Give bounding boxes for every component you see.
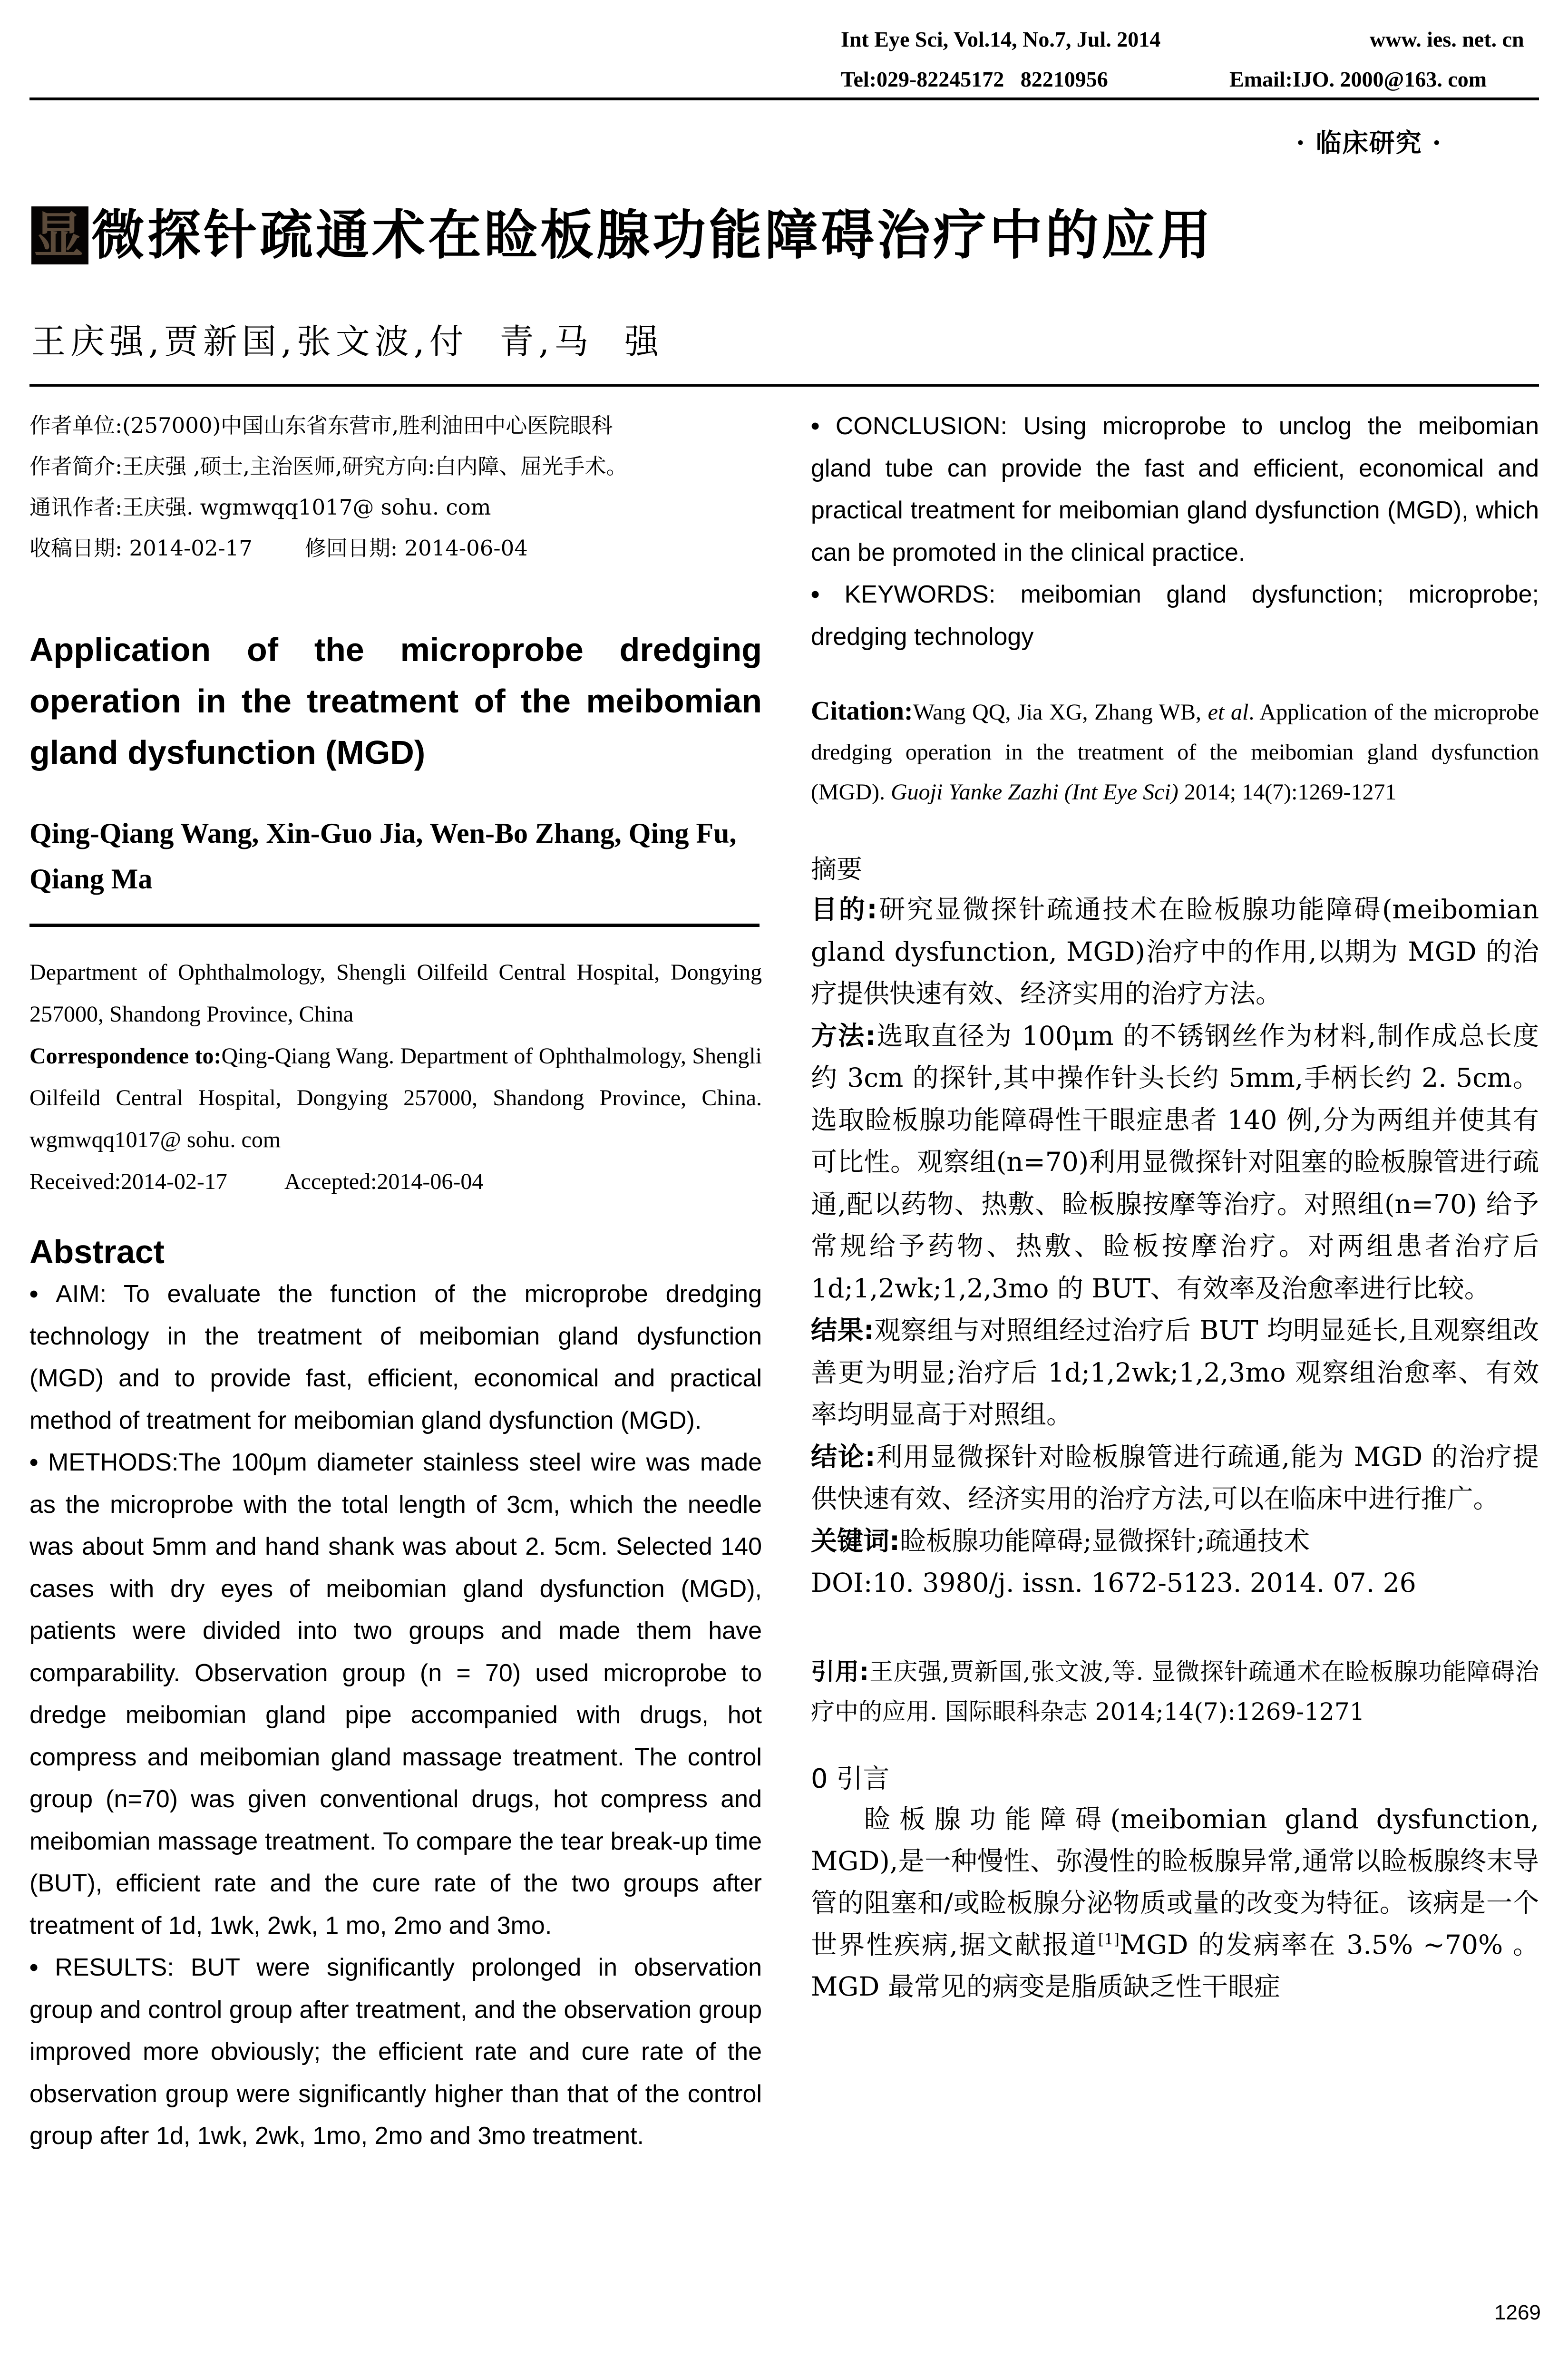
keywords-label: KEYWORDS:	[844, 581, 996, 608]
cn-abstract	[811, 888, 1539, 1604]
authors-rule	[29, 924, 760, 927]
methods-label: METHODS:	[48, 1449, 179, 1476]
author-bio: 作者简介:王庆强 ,硕士,主治医师,研究方向:白内障、屈光手术。	[29, 454, 628, 479]
left-column	[29, 405, 762, 2157]
citation-journal: Guoji Yanke Zazhi (Int Eye Sci)	[890, 779, 1178, 805]
cn-conclusion-label: 结论:	[811, 1441, 876, 1472]
english-title: Application of the microprobe dredging operation in the treatment of the meibomian gland dysfunction (MGD)	[29, 631, 762, 771]
correspondence-text: Qing-Qiang Wang. Department of Ophthalmology, Shengli Oilfeild Central Hospital, Dongying 257000, Shandong Province, China. wgmwqq1017@ sohu. com	[29, 1043, 762, 1152]
cn-aim	[811, 888, 1539, 1015]
authors-cn: 王庆强,贾新国,张文波,付 青,马 强	[31, 321, 664, 361]
intro-paragraph	[811, 1798, 1539, 2007]
abstract-methods	[29, 1442, 762, 1947]
cn-aim-text: 研究显微探针疏通技术在睑板腺功能障碍(meibomian gland dysfunction, MGD)治疗中的作用,以期为 MGD 的治疗提供快速有效、经济实用的治疗方法。	[811, 894, 1539, 1009]
abstract-en-continued	[811, 405, 1539, 658]
citation-authors: Wang QQ, Jia XG, Zhang WB,	[913, 700, 1208, 725]
citation-etal: et al	[1208, 700, 1249, 725]
conclusion-text: Using microprobe to unclog the meibomian gland tube can provide the fast and efficient, economical and practical treatment for meibomian gland dysfunction (MGD), which can be promoted in the clinical practice.	[811, 412, 1539, 566]
cn-aim-label: 目的:	[811, 894, 877, 925]
english-authors: Qing-Qiang Wang, Xin-Guo Jia, Wen-Bo Zhang, Qing Fu, Qiang Ma	[29, 818, 737, 895]
cn-results	[811, 1309, 1539, 1436]
bullet-icon: •	[29, 1280, 56, 1308]
journal-tel: Tel:029-82245172 82210956	[841, 67, 1108, 91]
journal-email: Email:IJO. 2000@163. com	[1229, 67, 1487, 91]
title-text: 微探针疏通术在睑板腺功能障碍治疗中的应用	[91, 205, 1214, 266]
cn-citation-label: 引用:	[811, 1657, 869, 1685]
cn-methods-label: 方法:	[811, 1020, 876, 1051]
cn-methods	[811, 1015, 1539, 1310]
reference-marker[interactable]: [1]	[1098, 1930, 1120, 1948]
bullet-icon: •	[811, 412, 836, 440]
citation-en	[811, 691, 1539, 812]
intro-heading: 0 引言	[811, 1763, 890, 1794]
intro-text: 睑板腺功能障碍(meibomian gland dysfunction, MGD),是一种慢性、弥漫性的睑板腺异常,通常以睑板腺终末导管的阻塞和/或睑板腺分泌物质或量的改变为特征。该病是一个世界性疾病,据文献报道	[811, 1803, 1539, 1960]
author-unit: 作者单位:(257000)中国山东省东营市,胜利油田中心医院眼科	[29, 413, 613, 438]
abstract-aim	[29, 1273, 762, 1442]
journal-issue-line: Int Eye Sci, Vol.14, No.7, Jul. 2014	[841, 27, 1161, 51]
citation-title: . Application of the microprobe dredging operation in the treatment of the meibomian gland dysfunction (MGD).	[811, 700, 1539, 805]
doi[interactable]: DOI:10. 3980/j. issn. 1672-5123. 2014. 07. 26	[811, 1568, 1416, 1598]
affiliation	[29, 952, 762, 1203]
title-rule	[29, 384, 1539, 387]
abstract-heading: Abstract	[29, 1233, 165, 1270]
accepted-date: Accepted:2014-06-04	[284, 1169, 484, 1194]
page-number: 1269	[1494, 2301, 1541, 2324]
dates-cn	[29, 528, 762, 569]
cn-results-label: 结果:	[811, 1315, 874, 1345]
section-tag: · 临床研究 ·	[1296, 127, 1442, 158]
cn-conclusion	[811, 1436, 1539, 1520]
article-title	[31, 202, 1214, 269]
intro-text-continued: MGD 的发病率在 3.5% ~70% 。MGD 最常见的病变是脂质缺乏性干眼症	[811, 1929, 1539, 2002]
results-text: BUT were significantly prolonged in observation group and control group after treatment, and the observation group improved more obviously; the efficient rate and cure rate of the observation group were significantly higher than that of the control group after 1d, 1wk, 2wk, 1mo, 2mo and 3mo treatment.	[29, 1954, 762, 2150]
bullet-icon: •	[811, 581, 845, 608]
dates-en	[29, 1161, 762, 1203]
citation-label: Citation:	[811, 696, 913, 726]
abstract-results	[29, 1947, 762, 2157]
conclusion-label: CONCLUSION:	[835, 412, 1007, 440]
received-date: Received:2014-02-17	[29, 1169, 227, 1194]
cn-abstract-heading: 摘要	[811, 854, 862, 884]
revised-date-cn: 修回日期: 2014-06-04	[304, 536, 528, 561]
cn-keywords	[811, 1520, 1539, 1562]
methods-text: The 100μm diameter stainless steel wire was made as the microprobe with the total length of 3cm, which the needle was about 5mm and hand shank was about 2. 5cm. Selected 140 cases with dry eyes of meibomian gland dysfunction (MGD), patients were divided into two groups and made them have comparability. Observation group (n = 70) used microprobe to dredge meibomian gland pipe accompanied with drugs, hot compress and meibomian gland massage treatment. The control group (n=70) was given conventional drugs, hot compress and meibomian massage treatment. To compare the tear break-up time (BUT), efficient rate and the cure rate of the two groups after treatment of 1d, 1wk, 2wk, 1 mo, 2mo and 3mo.	[29, 1449, 762, 1939]
author-meta-cn	[29, 405, 762, 569]
citation-volume: 2014; 14(7):1269-1271	[1178, 779, 1397, 805]
affiliation-department: Department of Ophthalmology, Shengli Oilfeild Central Hospital, Dongying 257000, Shandong Province, China	[29, 960, 762, 1027]
aim-text: To evaluate the function of the microprobe dredging technology in the treatment of meibomian gland dysfunction (MGD) and to provide fast, efficient, economical and practical method of treatment for meibomian gland dysfunction (MGD).	[29, 1280, 762, 1434]
results-label: RESULTS:	[55, 1954, 174, 1981]
header-rule	[29, 97, 1539, 100]
cn-keywords-label: 关键词:	[811, 1525, 900, 1556]
journal-website: www. ies. net. cn	[1370, 27, 1524, 51]
cn-conclusion-text: 利用显微探针对睑板腺管进行疏通,能为 MGD 的治疗提供快速有效、经济实用的治疗方法,可以在临床中进行推广。	[811, 1441, 1539, 1514]
cn-keywords-text: 睑板腺功能障碍;显微探针;疏通技术	[900, 1525, 1310, 1556]
abstract-en	[29, 1273, 762, 2157]
correspondence-label: Correspondence to:	[29, 1043, 222, 1069]
aim-label: AIM:	[56, 1280, 107, 1308]
bullet-icon: •	[29, 1954, 55, 1981]
title-logo-glyph: 显	[31, 206, 88, 264]
cn-methods-text: 选取直径为 100μm 的不锈钢丝作为材料,制作成总长度约 3cm 的探针,其中操作针头长约 5mm,手柄长约 2. 5cm。选取睑板腺功能障碍性干眼症患者 140 例,分为两组并使其有可比性。观察组(n=70)利用显微探针对阻塞的睑板腺管进行疏通,配以药物、热敷、睑板腺按摩等治疗。对照组(n=70) 给予常规给予药物、热敷、睑板按摩治疗。对两组患者治疗后 1d;1,2wk;1,2,3mo 的 BUT、有效率及治愈率进行比较。	[811, 1020, 1539, 1304]
abstract-conclusion	[811, 405, 1539, 574]
abstract-keywords	[811, 574, 1539, 658]
cn-citation	[811, 1652, 1539, 1732]
bullet-icon: •	[29, 1449, 48, 1476]
correspondence	[29, 1035, 762, 1161]
corresponding-author: 通讯作者:王庆强. wgmwqq1017@ sohu. com	[29, 495, 491, 520]
right-column	[811, 405, 1539, 2007]
keywords-text: meibomian gland dysfunction; microprobe; dredging technology	[811, 581, 1539, 651]
received-date-cn: 收稿日期: 2014-02-17	[29, 536, 253, 561]
cn-citation-text: 王庆强,贾新国,张文波,等. 显微探针疏通术在睑板腺功能障碍治疗中的应用. 国际眼科杂志 2014;14(7):1269-1271	[811, 1657, 1539, 1725]
cn-results-text: 观察组与对照组经过治疗后 BUT 均明显延长,且观察组改善更为明显;治疗后 1d;1,2wk;1,2,3mo 观察组治愈率、有效率均明显高于对照组。	[811, 1315, 1539, 1430]
